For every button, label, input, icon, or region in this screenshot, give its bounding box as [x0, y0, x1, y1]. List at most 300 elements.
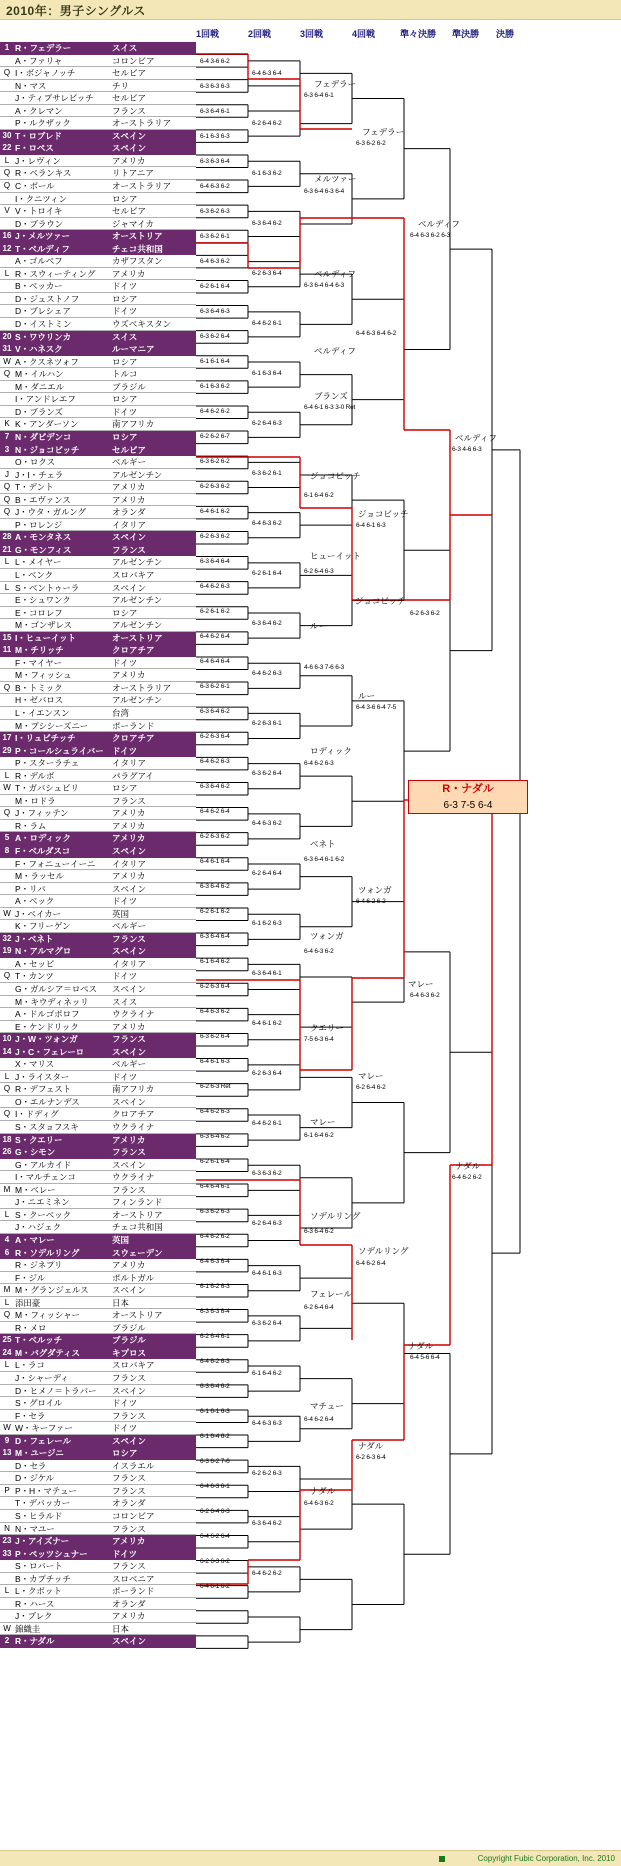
player-name: J・レヴィン	[15, 155, 61, 166]
player-seed: 22	[2, 143, 12, 153]
player-row[interactable]	[0, 1196, 196, 1209]
player-seed: L	[4, 155, 10, 165]
advancing-player: ソデルリング	[310, 1211, 361, 1221]
player-name: D・ブラウン	[15, 218, 64, 229]
player-seed: Q	[3, 68, 11, 78]
player-row[interactable]	[0, 1096, 196, 1109]
player-row[interactable]	[0, 1021, 196, 1034]
player-row[interactable]	[0, 1372, 196, 1385]
match-score: 6-1 6-2 6-3	[200, 1283, 230, 1290]
player-row[interactable]	[0, 1598, 196, 1611]
advancing-player: フェデラー	[314, 79, 357, 89]
player-name: R・デフェスト	[15, 1084, 72, 1095]
player-name: S・クエリー	[15, 1134, 63, 1145]
player-list	[0, 42, 196, 1648]
match-score: 6-2 6-4 6-2	[252, 120, 282, 127]
player-seed: Q	[3, 1310, 11, 1320]
match-score: 6-4 3-6 6-2	[200, 58, 230, 65]
player-country: オーストリア	[112, 1209, 163, 1220]
player-name: S・ヒラルド	[15, 1510, 63, 1521]
player-name: P・ロレンジ	[15, 519, 63, 530]
player-row[interactable]	[0, 1422, 196, 1435]
player-country: フランス	[112, 933, 146, 944]
player-name: N・マス	[15, 80, 47, 91]
player-country: アメリカ	[112, 1611, 146, 1622]
player-country: 英国	[112, 1234, 130, 1245]
player-row[interactable]	[0, 607, 196, 620]
player-row[interactable]	[0, 1184, 196, 1197]
player-row[interactable]	[0, 983, 196, 996]
player-country: イタリア	[112, 858, 147, 869]
player-row[interactable]	[0, 293, 196, 306]
player-row[interactable]	[0, 694, 196, 707]
player-row[interactable]	[0, 1610, 196, 1623]
match-score: 6-4 6-1 6-3	[252, 1270, 282, 1277]
match-score: 6-4 6-2 6-4	[200, 808, 230, 815]
player-country: アメリカ	[112, 1536, 146, 1547]
player-name: J・I・チェラ	[15, 469, 64, 480]
player-country: アルゼンチン	[112, 595, 163, 606]
player-country: アメリカ	[112, 1021, 146, 1032]
player-row[interactable]	[0, 418, 196, 431]
advancing-player: ルー	[310, 621, 328, 631]
player-row[interactable]	[0, 1573, 196, 1586]
player-country: ドイツ	[112, 1071, 138, 1082]
player-row[interactable]	[0, 1146, 196, 1159]
player-row[interactable]	[0, 368, 196, 381]
match-score: 6-2 6-4 6-4	[304, 1304, 334, 1311]
match-score: 6-3 6-4 6-2	[200, 783, 230, 790]
player-row[interactable]	[0, 732, 196, 745]
player-country: ブラジル	[112, 1322, 146, 1333]
player-row[interactable]	[0, 644, 196, 657]
player-name: O・エルナンデス	[15, 1096, 80, 1107]
player-seed: 31	[2, 344, 12, 354]
player-row[interactable]	[0, 707, 196, 720]
player-country: クロアチア	[112, 733, 155, 744]
player-row[interactable]	[0, 1623, 196, 1636]
player-name: R・ラム	[15, 820, 47, 831]
advancing-player: クエリー	[310, 1023, 344, 1033]
player-name: P・スターラチェ	[15, 758, 80, 769]
player-row[interactable]	[0, 1008, 196, 1021]
player-seed: 16	[2, 231, 12, 241]
player-row[interactable]	[0, 1309, 196, 1322]
match-score: 6-4 6-3 6-2	[252, 820, 282, 827]
match-score: 6-2 6-1 6-4	[200, 1158, 230, 1165]
player-row[interactable]	[0, 193, 196, 206]
player-row[interactable]	[0, 180, 196, 193]
player-row[interactable]	[0, 820, 196, 833]
advancing-player: ベルディフ	[455, 433, 497, 443]
match-score: 6-4 6-1 6-2	[200, 508, 230, 515]
player-row[interactable]	[0, 1058, 196, 1071]
player-seed: L	[4, 1360, 10, 1370]
player-name: R・フェデラー	[15, 43, 72, 53]
player-row[interactable]	[0, 343, 196, 356]
player-row[interactable]	[0, 167, 196, 180]
match-score: 6-2 6-3 6-4	[356, 1454, 386, 1461]
player-seed: Q	[3, 507, 11, 517]
player-country: フランス	[112, 1473, 146, 1484]
player-seed: W	[3, 1423, 11, 1433]
player-row[interactable]	[0, 556, 196, 569]
player-row[interactable]	[0, 832, 196, 845]
player-row[interactable]	[0, 331, 196, 344]
player-country: スペイン	[112, 1636, 147, 1647]
match-score: 6-4 6-1 6-3	[356, 522, 386, 529]
match-score: 6-4 6-2 6-4	[356, 1260, 386, 1267]
player-row[interactable]	[0, 770, 196, 783]
player-row[interactable]	[0, 870, 196, 883]
player-name: D・ジュストノフ	[15, 293, 80, 304]
player-seed: P	[4, 1485, 10, 1495]
player-row[interactable]	[0, 431, 196, 444]
player-row[interactable]	[0, 1046, 196, 1059]
player-country: ドイツ	[112, 1423, 138, 1434]
match-score: 6-3 6-4 6-4	[200, 558, 230, 565]
match-score: 6-2 6-4 6-3	[252, 1220, 282, 1227]
player-country: アメリカ	[112, 833, 146, 844]
player-country: スペイン	[112, 1159, 147, 1170]
player-row[interactable]	[0, 444, 196, 457]
match-score: 6-1 6-1 6-3	[200, 1408, 230, 1415]
player-country: ポルトガル	[112, 1272, 155, 1283]
match-score: 6-4 6-3 6-2	[304, 948, 334, 955]
match-score: 6-4 5-6 6-4	[410, 1354, 440, 1361]
player-row[interactable]	[0, 933, 196, 946]
player-row[interactable]	[0, 1497, 196, 1510]
player-name: D・セラ	[15, 1460, 47, 1471]
round-label-3: 3回戦	[300, 29, 324, 39]
advancing-player: ナダル	[310, 1486, 336, 1496]
round-label-6: 準決勝	[452, 29, 480, 39]
player-row[interactable]	[0, 381, 196, 394]
match-score: 6-4 6-3 6-2	[252, 520, 282, 527]
player-row[interactable]	[0, 230, 196, 243]
player-row[interactable]	[0, 1535, 196, 1548]
match-score: 6-3 6-3 6-4	[200, 1308, 230, 1315]
player-row[interactable]	[0, 845, 196, 858]
player-row[interactable]	[0, 1121, 196, 1134]
player-seed: N	[4, 1523, 10, 1533]
match-score: 6-3 6-2 7-6	[200, 1458, 230, 1465]
player-row[interactable]	[0, 80, 196, 93]
player-row[interactable]	[0, 1523, 196, 1536]
player-row[interactable]	[0, 117, 196, 130]
player-row[interactable]	[0, 280, 196, 293]
player-country: コロンビア	[112, 1510, 155, 1521]
match-score: 6-2 6-1 6-4	[200, 283, 230, 290]
player-country: ジャマイカ	[112, 218, 154, 229]
player-country: アメリカ	[112, 871, 146, 882]
player-row[interactable]	[0, 757, 196, 770]
match-score: 6-4 6-2 6-2	[452, 1174, 482, 1181]
player-row[interactable]	[0, 1334, 196, 1347]
player-row[interactable]	[0, 1385, 196, 1398]
player-row[interactable]	[0, 519, 196, 532]
match-score: 6-3 6-2 6-1	[252, 470, 282, 477]
player-row[interactable]	[0, 318, 196, 331]
player-country: 日本	[112, 1297, 130, 1308]
player-row[interactable]	[0, 130, 196, 143]
player-country: ポーランド	[112, 720, 155, 731]
player-row[interactable]	[0, 657, 196, 670]
player-country: パラグアイ	[112, 770, 154, 781]
player-row[interactable]	[0, 1347, 196, 1360]
player-row[interactable]	[0, 908, 196, 921]
player-row[interactable]	[0, 970, 196, 983]
player-name: D・ヒメノ＝トラバー	[15, 1385, 97, 1396]
player-name: M・ラッセル	[15, 871, 64, 882]
player-seed: W	[3, 356, 11, 366]
player-row[interactable]	[0, 55, 196, 68]
player-row[interactable]	[0, 205, 196, 218]
player-row[interactable]	[0, 1359, 196, 1372]
player-row[interactable]	[0, 1108, 196, 1121]
match-score: 6-3 6-4 6-2	[304, 1228, 334, 1235]
player-row[interactable]	[0, 582, 196, 595]
player-country: スペイン	[112, 1046, 147, 1057]
player-name: B・トミック	[15, 682, 63, 693]
player-row[interactable]	[0, 1435, 196, 1448]
player-row[interactable]	[0, 142, 196, 155]
round-label-5: 準々決勝	[400, 29, 437, 39]
player-row[interactable]	[0, 594, 196, 607]
match-score: 6-3 6-4 6-4 6-3	[304, 282, 344, 289]
player-name: J・アイズナー	[15, 1536, 70, 1547]
player-row[interactable]	[0, 1159, 196, 1172]
match-score: 6-3 6-4 6-2	[252, 620, 282, 627]
match-score: 6-2 6-4 6-2	[356, 1084, 386, 1091]
player-row[interactable]	[0, 569, 196, 582]
player-row[interactable]	[0, 1297, 196, 1310]
advancing-player: ツォンガ	[358, 885, 392, 895]
match-score: 6-2 6-3 6-4	[252, 270, 282, 277]
player-name: F・ロペス	[15, 143, 54, 154]
player-country: ドイツ	[112, 406, 138, 417]
player-row[interactable]	[0, 958, 196, 971]
player-name: 錦織圭	[15, 1623, 41, 1634]
player-name: M・グランジェルス	[15, 1285, 89, 1296]
player-country: ドイツ	[112, 1398, 138, 1409]
player-row[interactable]	[0, 669, 196, 682]
player-row[interactable]	[0, 1071, 196, 1084]
match-score: 6-4 6-3 6-1	[200, 1483, 230, 1490]
player-name: E・ケンドリック	[15, 1021, 79, 1032]
player-row[interactable]	[0, 1560, 196, 1573]
player-country: アメリカ	[112, 1134, 146, 1145]
advancing-player: フェデラー	[362, 127, 405, 137]
player-seed: 13	[2, 1448, 12, 1458]
match-score: 6-4 6-2 6-3	[252, 670, 282, 677]
advancing-player: マレー	[408, 979, 434, 989]
player-country: 英国	[112, 908, 130, 919]
player-row[interactable]	[0, 494, 196, 507]
player-row[interactable]	[0, 883, 196, 896]
player-name: T・ベルッチ	[15, 1335, 63, 1346]
player-row[interactable]	[0, 1485, 196, 1498]
player-row[interactable]	[0, 745, 196, 758]
player-country: アメリカ	[112, 670, 146, 681]
player-name: A・ファリャ	[15, 55, 63, 66]
player-row[interactable]	[0, 105, 196, 118]
player-country: フランス	[112, 1410, 146, 1421]
player-name: L・メイヤー	[15, 557, 62, 568]
footer-bar	[0, 1850, 621, 1866]
player-row[interactable]	[0, 456, 196, 469]
player-country: チェコ共和国	[112, 1222, 163, 1233]
player-row[interactable]	[0, 1083, 196, 1096]
player-row[interactable]	[0, 1397, 196, 1410]
player-name: S・スタョフスキ	[15, 1122, 79, 1133]
advancing-player: ナダル	[358, 1441, 384, 1451]
player-row[interactable]	[0, 531, 196, 544]
player-row[interactable]	[0, 1272, 196, 1285]
player-name: J・ウタ・ガルング	[15, 507, 86, 518]
player-row[interactable]	[0, 996, 196, 1009]
advancing-player: ジョコビッチ	[355, 596, 406, 606]
player-country: フィンランド	[112, 1197, 163, 1208]
player-row[interactable]	[0, 1171, 196, 1184]
player-row[interactable]	[0, 1134, 196, 1147]
player-country: ウクライナ	[112, 1009, 155, 1020]
player-country: ウクライナ	[112, 1172, 155, 1183]
player-row[interactable]	[0, 858, 196, 871]
player-row[interactable]	[0, 619, 196, 632]
player-row[interactable]	[0, 795, 196, 808]
player-row[interactable]	[0, 682, 196, 695]
player-country: ベルギー	[112, 1059, 147, 1070]
player-row[interactable]	[0, 920, 196, 933]
match-score: 6-2 6-3 6-2	[410, 610, 440, 617]
player-row[interactable]	[0, 782, 196, 795]
player-country: ドイツ	[112, 971, 138, 982]
player-name: A・セッピ	[15, 958, 55, 969]
player-row[interactable]	[0, 632, 196, 645]
player-name: T・ベルディフ	[15, 243, 70, 254]
player-row[interactable]	[0, 255, 196, 268]
player-country: スペイン	[112, 1285, 147, 1296]
player-row[interactable]	[0, 1247, 196, 1260]
advancing-player: ジョコビッチ	[310, 471, 361, 481]
player-row[interactable]	[0, 1033, 196, 1046]
player-name: S・ロバート	[15, 1561, 63, 1572]
advancing-player: ロディック	[310, 746, 352, 756]
player-seed: L	[4, 557, 10, 567]
player-row[interactable]	[0, 42, 196, 55]
player-name: J・ベネト	[15, 933, 54, 944]
player-row[interactable]	[0, 720, 196, 733]
player-name: S・ベントゥーラ	[15, 582, 80, 593]
player-country: オーストリア	[112, 1310, 163, 1321]
player-row[interactable]	[0, 1221, 196, 1234]
player-seed: Q	[3, 482, 11, 492]
player-name: R・ナダル	[15, 1636, 55, 1647]
match-score: 6-1 6-4 6-2	[304, 1132, 334, 1139]
advancing-player: ベルディフ	[418, 219, 460, 229]
player-seed: L	[4, 1297, 10, 1307]
player-row[interactable]	[0, 218, 196, 231]
match-score: 6-4 6-3 6-2	[200, 258, 230, 265]
player-country: フランス	[112, 1372, 146, 1383]
player-row[interactable]	[0, 945, 196, 958]
player-name: S・ワウリンカ	[15, 331, 71, 342]
match-score: 6-4 6-2 6-3	[200, 758, 230, 765]
player-seed: 20	[2, 331, 12, 341]
player-country: 日本	[112, 1623, 130, 1634]
player-row[interactable]	[0, 1209, 196, 1222]
player-country: クロアチア	[112, 645, 155, 656]
player-seed: 2	[4, 1636, 10, 1646]
player-name: D・フェレール	[15, 1435, 71, 1446]
player-row[interactable]	[0, 393, 196, 406]
player-name: L・クボット	[15, 1586, 62, 1597]
player-row[interactable]	[0, 1447, 196, 1460]
match-score: 6-1 6-3 6-2	[252, 170, 282, 177]
player-country: ウズベキスタン	[112, 319, 172, 330]
player-name: V・ハネスク	[15, 344, 63, 355]
player-name: A・ドルゴポロフ	[15, 1009, 80, 1020]
player-country: オランダ	[112, 1498, 146, 1509]
player-country: オーストリア	[112, 231, 163, 242]
player-row[interactable]	[0, 356, 196, 369]
match-score: 6-4 6-2 6-3	[304, 760, 334, 767]
player-row[interactable]	[0, 243, 196, 256]
player-name: N・マユー	[15, 1523, 55, 1534]
match-score: 6-2 6-2 6-3	[252, 1470, 282, 1477]
player-row[interactable]	[0, 155, 196, 168]
player-row[interactable]	[0, 1259, 196, 1272]
player-row[interactable]	[0, 544, 196, 557]
player-row[interactable]	[0, 305, 196, 318]
player-row[interactable]	[0, 1585, 196, 1598]
player-row[interactable]	[0, 1635, 196, 1648]
player-name: O・ロクス	[15, 457, 56, 468]
player-row[interactable]	[0, 1410, 196, 1423]
player-seed: V	[4, 206, 10, 216]
player-row[interactable]	[0, 807, 196, 820]
player-name: M・キウディネッリ	[15, 996, 89, 1007]
player-row[interactable]	[0, 92, 196, 105]
player-name: J・フィッテン	[15, 808, 69, 819]
player-name: G・アルカイド	[15, 1159, 72, 1170]
player-country: オランダ	[112, 1598, 146, 1609]
match-score: 6-4 6-3 6-2	[410, 992, 440, 999]
player-country: フランス	[112, 1485, 146, 1496]
match-score: 6-1 6-4 6-2	[200, 958, 230, 965]
player-row[interactable]	[0, 1284, 196, 1297]
player-row[interactable]	[0, 268, 196, 281]
player-row[interactable]	[0, 469, 196, 482]
player-row[interactable]	[0, 406, 196, 419]
player-name: C・ボール	[15, 181, 55, 192]
title-bar	[0, 0, 621, 20]
player-row[interactable]	[0, 481, 196, 494]
advancing-player: マチュー	[310, 1401, 344, 1411]
player-row[interactable]	[0, 506, 196, 519]
player-row[interactable]	[0, 1472, 196, 1485]
player-row[interactable]	[0, 895, 196, 908]
player-row[interactable]	[0, 1460, 196, 1473]
match-score: 6-3 6-4 6-1	[200, 108, 230, 115]
player-name: G・モンフィス	[15, 544, 72, 555]
player-row[interactable]	[0, 1510, 196, 1523]
player-row[interactable]	[0, 67, 196, 80]
player-row[interactable]	[0, 1322, 196, 1335]
player-row[interactable]	[0, 1548, 196, 1561]
player-row[interactable]	[0, 1234, 196, 1247]
